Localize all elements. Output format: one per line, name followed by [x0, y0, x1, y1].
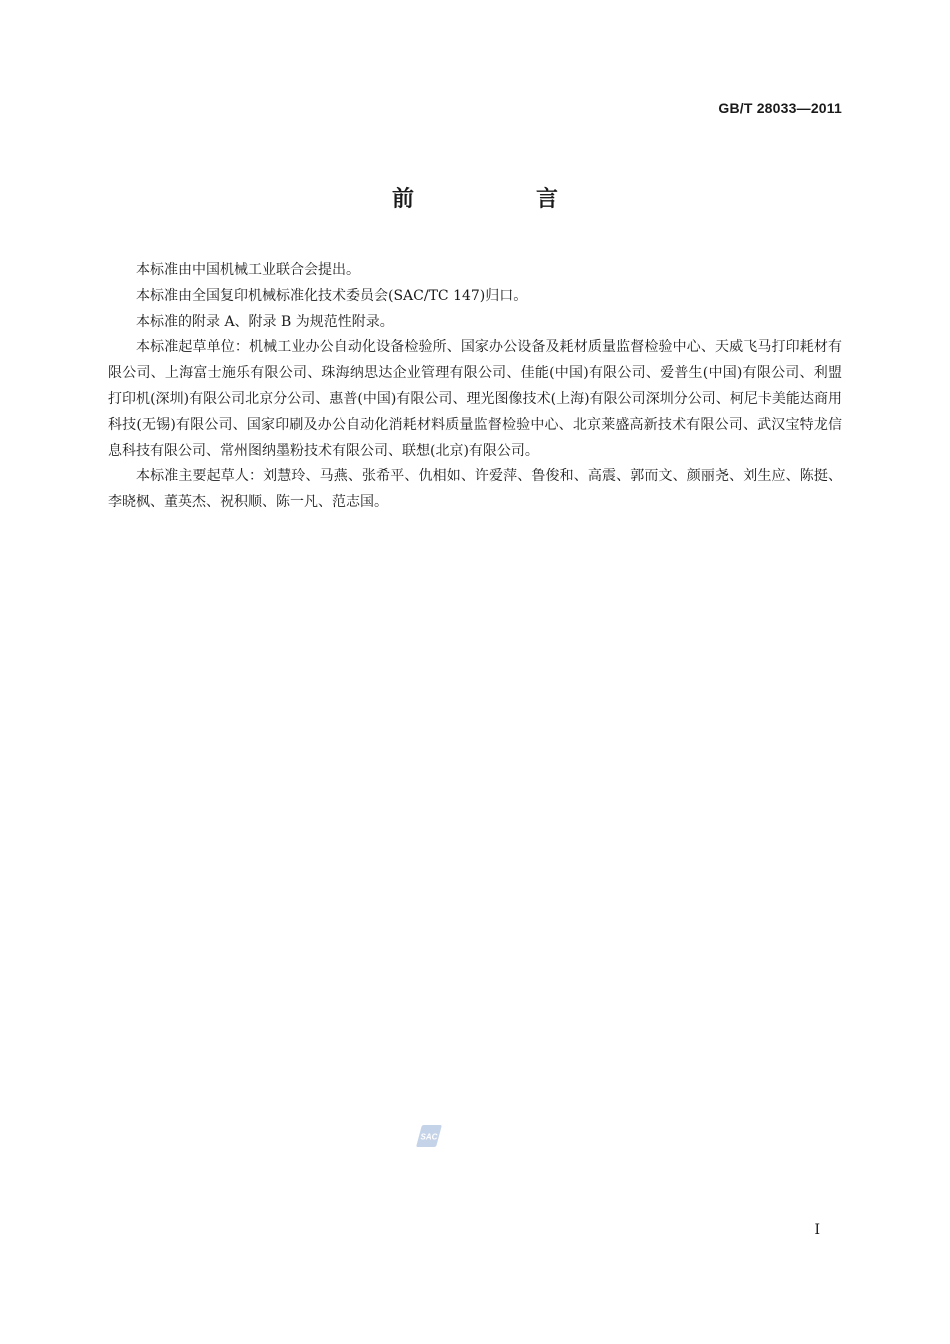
paragraph-drafting-units: 本标准起草单位：机械工业办公自动化设备检验所、国家办公设备及耗材质量监督检验中心、天威飞马打印耗材有限公司、上海富士施乐有限公司、珠海纳思达企业管理有限公司、佳能(中国)有限公司、爱普生(中国)有限公司、利盟打印机(深圳)有限公司北京分公司、惠普(中国)有限公司、理光图像技术(上海)有限公司深圳分公司、柯尼卡美能达商用科技(无锡)有限公司、国家印刷及办公自动化消耗材料质量监督检验中心、北京莱盛高新技术有限公司、武汉宝特龙信息科技有限公司、常州图纳墨粉技术有限公司、联想(北京)有限公司。	[108, 339, 842, 459]
sac-logo-watermark	[416, 1124, 442, 1148]
page-title: 前 言	[391, 187, 608, 212]
sac-logo-text: SAC	[420, 1132, 438, 1142]
foreword-body	[108, 258, 842, 516]
paragraph-proposer: 本标准由中国机械工业联合会提出。	[136, 262, 360, 278]
paragraph-committee: 本标准由全国复印机械标准化技术委员会(SAC/TC 147)归口。	[136, 287, 528, 304]
paragraph-annex: 本标准的附录 A、附录 B 为规范性附录。	[136, 313, 394, 330]
page-number: I	[814, 1222, 820, 1238]
standard-code: GB/T 28033—2011	[718, 100, 842, 116]
paragraph-drafters: 本标准主要起草人：刘慧玲、马燕、张希平、仇相如、许爱萍、鲁俊和、高震、郭而文、颜丽尧、刘生应、陈挺、李晓枫、董英杰、祝积顺、陈一凡、范志国。	[108, 468, 842, 511]
